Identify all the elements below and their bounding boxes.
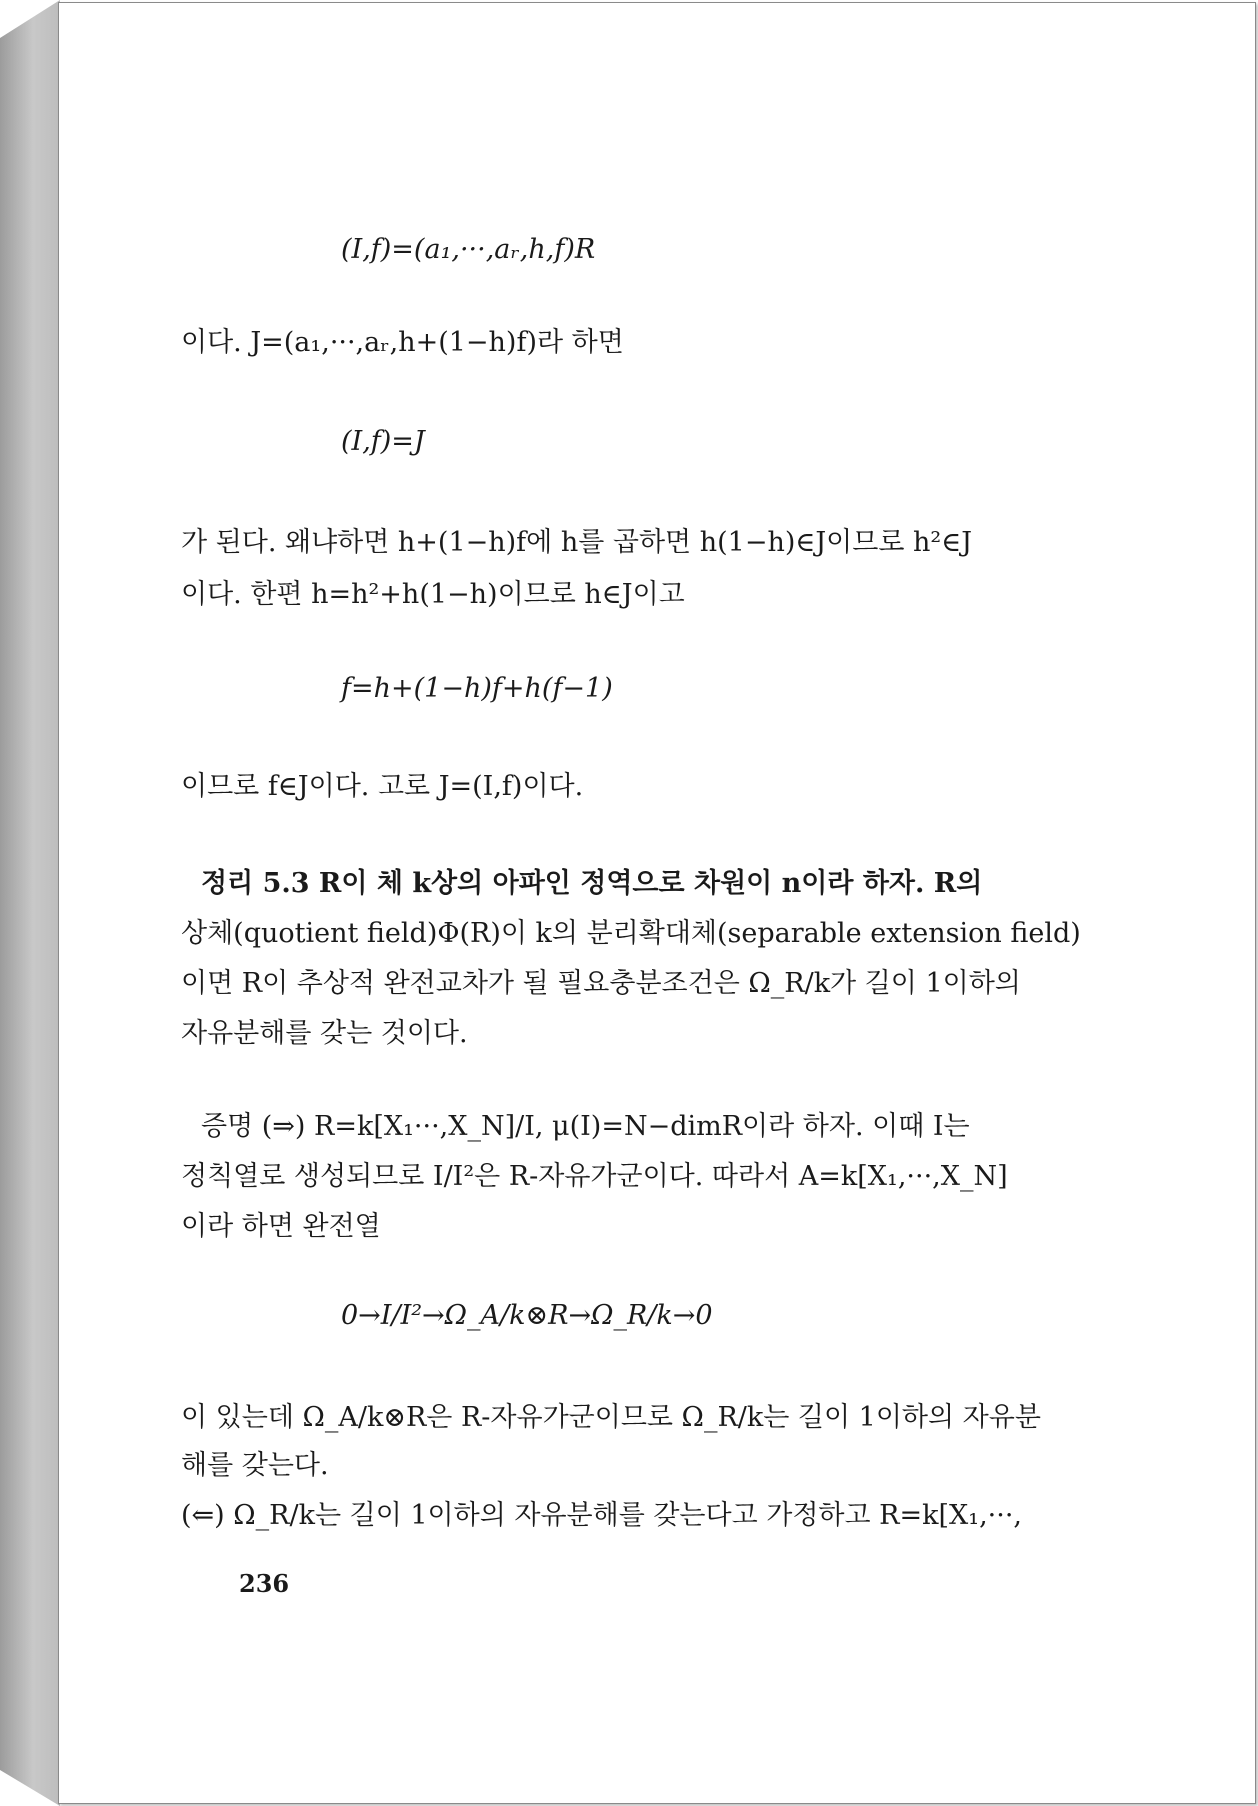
equation-line: (I,f)=(a₁,···,aᵣ,h,f)R [341,234,596,265]
text-line: 이다. J=(a₁,···,aᵣ,h+(1−h)f)라 하면 [181,327,624,358]
text-line: (⇐) Ω_R/k는 길이 1이하의 자유분해를 갖는다고 가정하고 R=k[X₁,···, [181,1500,1022,1531]
equation-line: f=h+(1−h)f+h(f−1) [341,673,613,704]
text-line: 이므로 f∈J이다. 고로 J=(I,f)이다. [181,771,584,802]
equation-line: 0→I/I²→Ω_A/k⊗R→Ω_R/k→0 [341,1300,713,1331]
text-line: 해를 갖는다. [181,1450,329,1481]
text-line: 이다. 한편 h=h²+h(1−h)이므로 h∈J이고 [181,579,685,610]
text-line: 정칙열로 생성되므로 I/I²은 R-자유가군이다. 따라서 A=k[X₁,···,X_N] [181,1161,1008,1192]
equation-line: (I,f)=J [341,426,425,457]
book-page [58,2,1256,1804]
text-line: 가 된다. 왜냐하면 h+(1−h)f에 h를 곱하면 h(1−h)∈J이므로 h²∈J [181,527,973,558]
text-line: 이 있는데 Ω_A/k⊗R은 R-자유가군이므로 Ω_R/k는 길이 1이하의 자유분 [181,1402,1041,1433]
book-spine [0,0,60,1806]
theorem-heading-line: 정리 5.3 R이 체 k상의 아파인 정역으로 차원이 n이라 하자. R의 [201,868,983,899]
text-line: 자유분해를 갖는 것이다. [181,1018,468,1049]
text-line: 이면 R이 추상적 완전교차가 될 필요충분조건은 Ω_R/k가 길이 1이하의 [181,968,1021,999]
text-line: 이라 하면 완전열 [181,1211,381,1242]
page-number: 236 [239,1569,290,1598]
text-line: 상체(quotient field)Φ(R)이 k의 분리확대체(separable extension field) [181,918,1081,949]
proof-line: 증명 (⇒) R=k[X₁···,X_N]/I, μ(I)=N−dimR이라 하자. 이때 I는 [201,1111,970,1142]
